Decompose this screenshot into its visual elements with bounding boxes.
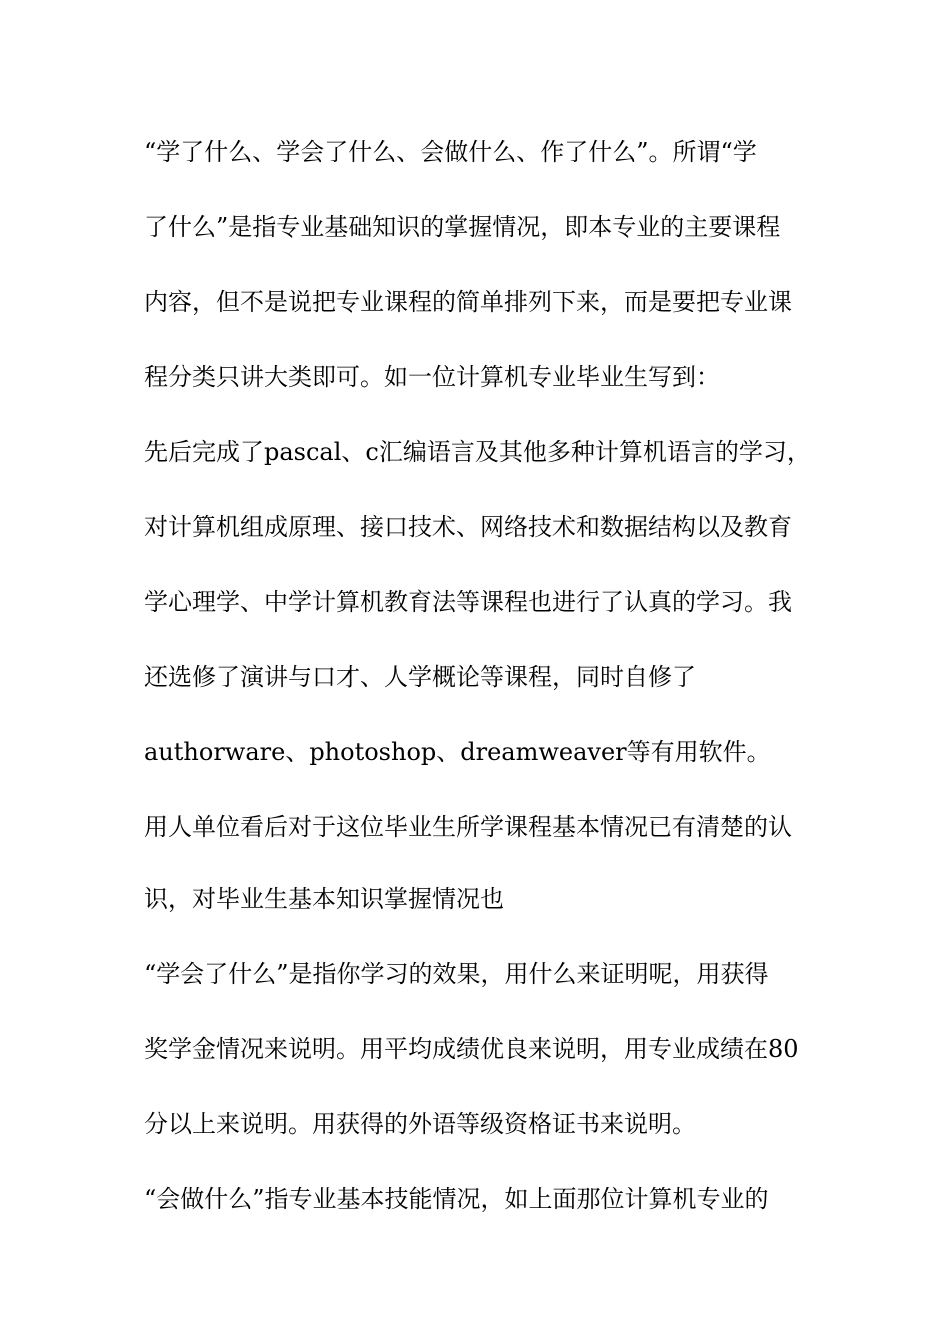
text-line: 了什么”是指专业基础知识的掌握情况，即本专业的主要课程 <box>144 213 781 241</box>
text-line: “学了什么、学会了什么、会做什么、作了什么”。所谓“学 <box>144 138 757 166</box>
text-line: “会做什么”指专业基本技能情况，如上面那位计算机专业的 <box>144 1185 769 1213</box>
text-line: 对计算机组成原理、接口技术、网络技术和数据结构以及教育 <box>144 513 792 541</box>
text-line: 识，对毕业生基本知识掌握情况也 <box>144 885 504 913</box>
text-line: authorware、photoshop、dreamweaver等有用软件。 <box>144 738 771 766</box>
text-line: 还选修了演讲与口才、人学概论等课程，同时自修了 <box>144 663 696 691</box>
text-line: 学心理学、中学计算机教育法等课程也进行了认真的学习。我 <box>144 588 792 616</box>
text-line: 内容，但不是说把专业课程的简单排列下来，而是要把专业课 <box>144 288 792 316</box>
text-line: 先后完成了pascal、c汇编语言及其他多种计算机语言的学习， <box>144 438 811 466</box>
text-line: “学会了什么”是指你学习的效果，用什么来证明呢，用获得 <box>144 960 769 988</box>
text-line: 程分类只讲大类即可。如一位计算机专业毕业生写到： <box>144 363 720 391</box>
text-line: 分以上来说明。用获得的外语等级资格证书来说明。 <box>144 1110 696 1138</box>
text-line: 用人单位看后对于这位毕业生所学课程基本情况已有清楚的认 <box>144 813 792 841</box>
text-line: 奖学金情况来说明。用平均成绩优良来说明，用专业成绩在80 <box>144 1035 799 1063</box>
